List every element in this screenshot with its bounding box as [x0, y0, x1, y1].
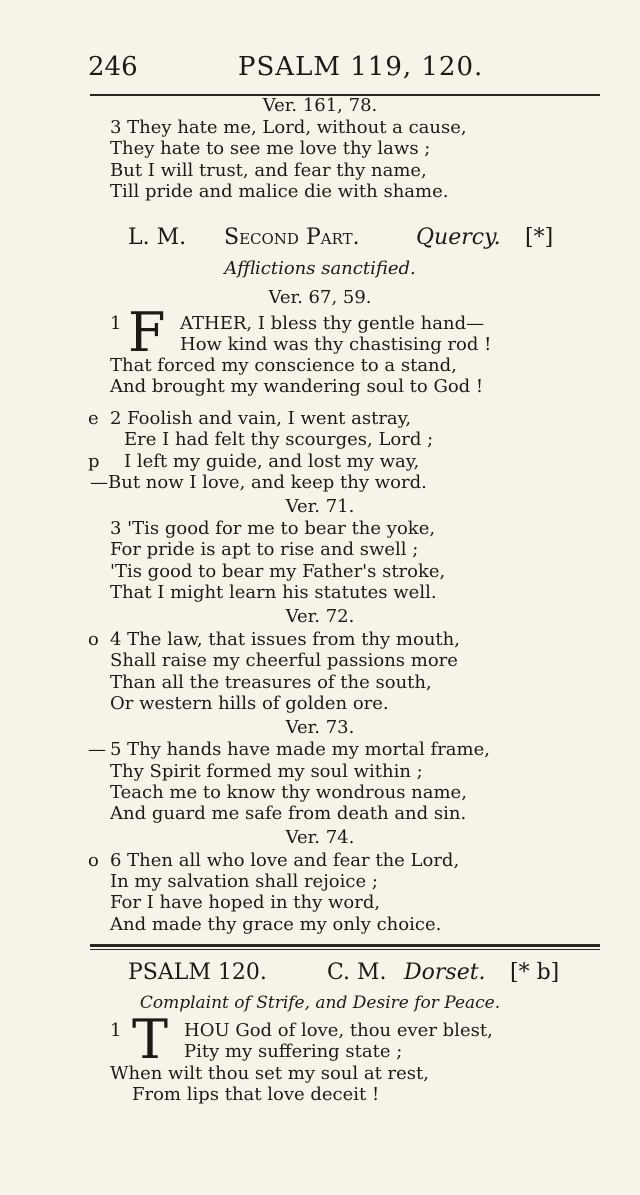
verse-line: In my salvation shall rejoice ;	[110, 871, 378, 892]
verse-line: And guard me safe from death and sin.	[110, 803, 467, 824]
verse-line: Pity my suffering state ;	[184, 1041, 403, 1062]
verse-reference: Ver. 74.	[285, 827, 355, 848]
verse-reference: Ver. 71.	[285, 496, 355, 517]
verse-line: When wilt thou set my soul at rest,	[110, 1063, 429, 1084]
verse-line: 4 The law, that issues from thy mouth,	[110, 629, 460, 650]
page-number: 246	[88, 52, 138, 82]
verse-reference: Ver. 73.	[285, 717, 355, 738]
tune-name: Dorset.	[404, 960, 486, 985]
tune-name: Quercy.	[416, 225, 501, 250]
dynamic-mark: —	[88, 739, 106, 760]
verse-line: 'Tis good to bear my Father's stroke,	[110, 561, 446, 582]
verse-line: They hate to see me love thy laws ;	[110, 138, 431, 159]
verse-line: For pride is apt to rise and swell ;	[110, 539, 419, 560]
verse-line: That forced my conscience to a stand,	[110, 355, 457, 376]
meter-label: C. M.	[327, 960, 387, 985]
verse-line: And made thy grace my only choice.	[110, 914, 442, 935]
verse-line: That I might learn his statutes well.	[110, 582, 437, 603]
verse-line: And brought my wandering soul to God !	[110, 376, 484, 397]
verse-line: Than all the treasures of the south,	[110, 672, 432, 693]
verse-line: 3 They hate me, Lord, without a cause,	[110, 117, 467, 138]
drop-cap: F	[128, 301, 166, 364]
dynamic-mark: e	[88, 408, 99, 429]
tune-mark: [*]	[525, 225, 554, 250]
verse-reference: Ver. 161, 78.	[262, 95, 378, 116]
verse-line: I left my guide, and lost my way,	[124, 451, 420, 472]
section-rule-thick	[90, 944, 600, 947]
verse-line: —But now I love, and keep thy word.	[90, 472, 427, 493]
verse-line: Shall raise my cheerful passions more	[110, 650, 458, 671]
verse-line: How kind was thy chastising rod !	[180, 334, 492, 355]
verse-number: 1	[110, 1020, 122, 1041]
verse-line: Thy Spirit formed my soul within ;	[110, 761, 423, 782]
verse-reference: Ver. 72.	[285, 606, 355, 627]
tune-mark: [* b]	[510, 960, 560, 985]
verse-line: 2 Foolish and vain, I went astray,	[110, 408, 412, 429]
psalm-heading: PSALM 120.	[128, 960, 267, 985]
part-label: Second Part.	[224, 225, 360, 250]
verse-line: Till pride and malice die with shame.	[110, 181, 449, 202]
drop-cap: T	[132, 1008, 169, 1071]
verse-line: 6 Then all who love and fear the Lord,	[110, 850, 460, 871]
verse-line: Teach me to know thy wondrous name,	[110, 782, 467, 803]
dynamic-mark: p	[88, 451, 100, 472]
dynamic-mark: o	[88, 629, 99, 650]
verse-reference: Ver. 67, 59.	[268, 287, 372, 308]
verse-line: HOU God of love, thou ever blest,	[184, 1020, 493, 1041]
verse-line: Or western hills of golden ore.	[110, 693, 389, 714]
section-subtitle: Afflictions sanctified.	[224, 258, 416, 279]
verse-line: But I will trust, and fear thy name,	[110, 160, 427, 181]
verse-line: From lips that love deceit !	[132, 1084, 380, 1105]
section-subtitle: Complaint of Strife, and Desire for Peace.	[139, 993, 501, 1013]
verse-line: Ere I had felt thy scourges, Lord ;	[124, 429, 434, 450]
verse-number: 1	[110, 313, 122, 334]
verse-line: For I have hoped in thy word,	[110, 892, 381, 913]
dynamic-mark: o	[88, 850, 99, 871]
meter-label: L. M.	[128, 225, 187, 250]
verse-line: 5 Thy hands have made my mortal frame,	[110, 739, 490, 760]
verse-line: 3 'Tis good for me to bear the yoke,	[110, 518, 436, 539]
section-rule-thin	[90, 949, 600, 950]
verse-line: ATHER, I bless thy gentle hand—	[180, 313, 485, 334]
running-title: PSALM 119, 120.	[238, 52, 484, 82]
